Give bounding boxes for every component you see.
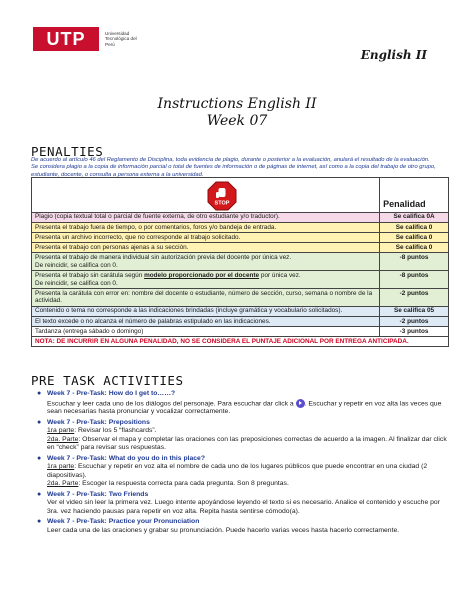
penalty-description: Contenido o tema no corresponde a las indicaciones brindadas (incluye gramática y vocabulario solicitados). [32,306,380,316]
penalty-description-line [35,272,376,280]
task-text: : Revisar los 5 “flashcards”. [74,427,157,435]
page-subtitle-week: Week 07 [206,113,268,129]
table-note-row [32,337,449,347]
task-body [47,399,451,417]
task-body [47,463,451,480]
course-label: English II [360,48,427,62]
penalty-description [32,271,380,289]
table-row [32,306,449,316]
penalty-value: -3 puntos [380,327,449,337]
bullet-icon: ● [37,490,42,498]
penalties-paragraph: Se considera plagio a la copia de información parcial o total de fuentes de información o de páginas de internet, así como a la copia del trabajo de otro grupo, estudiante, docente, o consulta a persona externa a la universidad. [31,164,436,178]
penalty-value: -2 puntos [380,288,449,306]
part-label: 2da. Parte [47,480,79,488]
part-label: 2da. Parte [47,435,79,443]
pretask-list [31,390,451,537]
task-body: Leer cada una de las oraciones y grabar su pronunciación. Puede hacerlo varias veces hasta hacerlo correctamente. [47,526,400,534]
part-label: 1ra parte [47,463,75,471]
task-text: Escuchar y leer cada uno de los diálogos del personaje. Para escuchar dar click a [47,399,296,407]
penalty-description: Presenta el trabajo fuera de tiempo, o por comentarios, foros y/o bandeja de entrada. [32,222,380,232]
penalty-value: Se califica 05 [380,306,449,316]
table-row [32,212,449,222]
task-body [47,480,451,489]
task-title: Week 7 - Pre-Task: Practice your Pronunciation [47,518,200,526]
penalty-description-line: De reincidir, se califica con 0. [35,261,118,269]
table-row [32,316,449,326]
list-item [31,390,451,417]
play-icon[interactable] [296,399,305,408]
page-title: Instructions English II [157,96,317,112]
table-row [32,253,449,271]
table-row [32,271,449,289]
penalty-description: Presenta el trabajo con personas ajenas a su sección. [32,243,380,253]
list-item [31,419,451,453]
penalty-value: Se califica 0A [380,212,449,222]
penalty-description: Presenta la carátula con error en: nombre del docente o estudiante, número de sección, curso, semana o nombre de la actividad. [32,288,380,306]
bullet-icon: ● [37,418,42,426]
penalty-column-header: Penalidad [380,178,449,213]
table-header-row [32,178,449,213]
logo-mark: UTP [33,27,99,51]
task-body [47,427,451,436]
stop-sign-icon [207,181,237,211]
penalty-text: por única vez. [259,271,301,279]
table-row [32,288,449,306]
part-label: 1ra parte [47,427,75,435]
penalties-heading: PENALTIES [31,144,104,159]
task-body: Ver el video sin leer la primera vez. Luego intente apoyándose leyendo el texto si es necesario. Analice el contenido y escuche por 3ra. vez haciendo pausas para repetir en voz alta. Repita hasta sentirse cómodo(a). [47,499,440,515]
bullet-icon: ● [37,454,42,462]
table-row [32,222,449,232]
penalty-description: El texto excede o no alcanza el número de palabras estipulado en las indicaciones. [32,316,380,326]
list-item [31,491,451,517]
penalty-description: Tardanza (entrega sábado o domingo) [32,327,380,337]
penalty-description: Presenta un archivo incorrecto, que no corresponde al trabajo solicitado. [32,232,380,242]
penalties-paragraph: De acuerdo al artículo 46 del Reglamento de Disciplina, toda evidencia de plagio, durante o posterior a la evaluación, anulará el resultado de la evaluación. [31,157,430,163]
stop-sign-cell [32,178,380,213]
utp-logo [33,27,145,51]
penalty-description-line: De reincidir, se califica con 0. [35,279,118,287]
bullet-icon: ● [37,390,42,397]
penalty-value: Se califica 0 [380,243,449,253]
task-title: Week 7 - Pre-Task: Two Friends [47,490,149,498]
stop-sign-label: STOP [214,200,230,207]
penalty-value: Se califica 0 [380,232,449,242]
task-text: : Escoger la respuesta correcta para cada pregunta. Son 8 preguntas. [78,480,289,488]
logo-subtitle: Universidad Tecnológica del Perú [105,30,137,47]
penalty-description: Plagio (copia textual total o parcial de fuente externa, de otro estudiante y/o traductor). [32,212,380,222]
penalty-description-line: Presenta el trabajo de manera individual sin autorización previa del docente por única vez. [35,254,292,262]
penalty-value: -2 puntos [380,316,449,326]
task-title: Week 7 - Pre-Task: Prepositions [47,418,150,426]
task-text: : Escuchar y repetir en voz alta el nombre de cada uno de los lugares públicos que puede encontrar en una ciudad (2 diapositivas). [47,463,428,479]
task-title: Week 7 - Pre-Task: How do I get to……? [47,390,176,397]
penalty-value: -8 puntos [380,253,449,271]
task-text: : Observar el mapa y completar las oraciones con las preposiciones correctas de acuerdo a la imagen. Al finalizar dar click en “check” para revisar sus respuestas. [47,435,447,452]
penalty-description [32,253,380,271]
penalties-table [31,177,449,347]
table-row [32,243,449,253]
cover-model-emphasis: modelo proporcionado por el docente [144,271,260,279]
penalty-value: -8 puntos [380,271,449,289]
list-item [31,455,451,489]
task-body [47,436,451,453]
pretask-heading: PRE TASK ACTIVITIES [31,373,184,388]
list-item [31,518,451,535]
penalty-value: Se califica 0 [380,222,449,232]
table-row [32,327,449,337]
task-title: Week 7 - Pre-Task: What do you do in this place? [47,454,205,462]
task-text: . Escuchar y repetir en voz alta las veces que sean necesarias hasta pronunciar y vocalizar correctamente. [47,399,442,416]
table-row [32,232,449,242]
bullet-icon: ● [37,518,42,526]
penalty-text: Presenta el trabajo sin carátula según [35,271,145,279]
penalty-note: NOTA: DE INCURRIR EN ALGUNA PENALIDAD, NO SE CONSIDERA EL PUNTAJE ADICIONAL POR ENTREGA ANTICIPADA. [32,337,449,347]
